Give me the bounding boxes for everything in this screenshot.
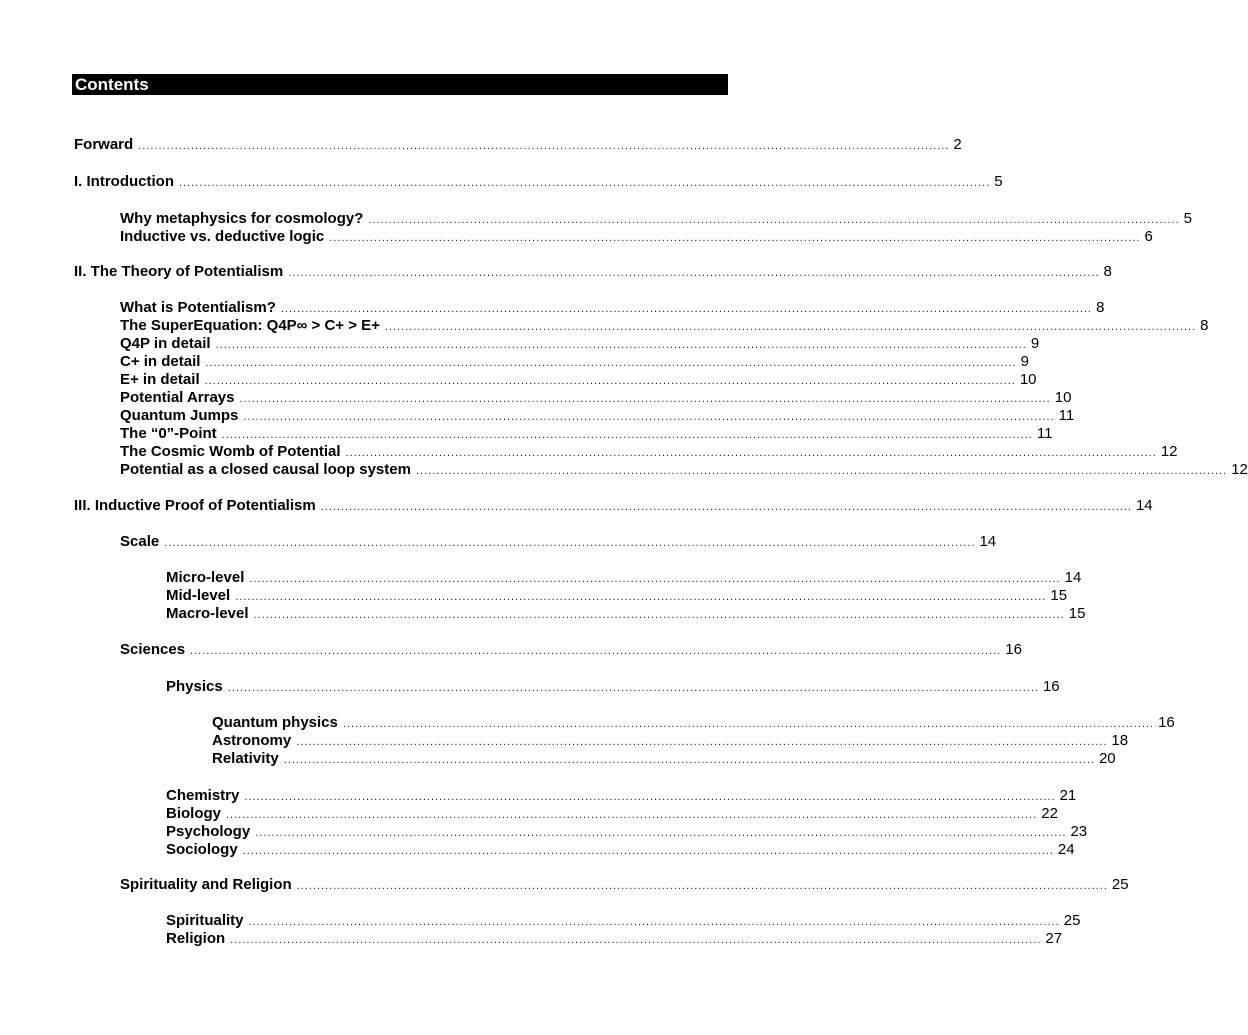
- toc-entry-label: Macro-level: [166, 605, 249, 622]
- toc-entry-label: Sociology: [166, 841, 238, 858]
- toc-entry-page-number: 23: [1070, 823, 1088, 840]
- dot-leader: ........................................................................................................................................................................................................: [296, 880, 1108, 892]
- toc-entry-page-number: 12: [1231, 461, 1248, 478]
- toc-entry-label: Forward: [74, 136, 134, 153]
- toc-entry: [166, 569, 1082, 587]
- dot-leader: ........................................................................................................................................................................................................: [368, 214, 1180, 226]
- dot-leader: ........................................................................................................................................................................................................: [190, 645, 1002, 657]
- toc-entry-page-number: 9: [1020, 353, 1030, 370]
- toc-entry-label: Potential as a closed causal loop system: [120, 461, 411, 478]
- toc-entry: [120, 299, 1105, 317]
- dot-leader: ........................................................................................................................................................................................................: [243, 411, 1055, 423]
- dot-leader: ........................................................................................................................................................................................................: [244, 791, 1056, 803]
- toc-entry: [120, 317, 1209, 335]
- toc-entry: [166, 678, 1060, 696]
- toc-entry: [74, 497, 1153, 515]
- toc-entry: [120, 443, 1178, 461]
- toc-entry-label: Micro-level: [166, 569, 245, 586]
- toc-entry-page-number: 8: [1200, 317, 1209, 334]
- dot-leader: ........................................................................................................................................................................................................: [280, 303, 1093, 315]
- toc-entry-label: C+ in detail: [120, 353, 201, 370]
- toc-entry-page-number: 16: [1158, 714, 1175, 731]
- toc-entry: [212, 732, 1129, 750]
- dot-leader: ........................................................................................................................................................................................................: [178, 177, 991, 189]
- toc-entry-label: Religion: [166, 930, 226, 947]
- dot-leader: ........................................................................................................................................................................................................: [283, 754, 1095, 766]
- toc-entry-page-number: 11: [1036, 425, 1053, 442]
- toc-entry: [74, 263, 1112, 281]
- dot-leader: ........................................................................................................................................................................................................: [204, 375, 1016, 387]
- toc-entry-page-number: 14: [1135, 497, 1153, 514]
- toc-entry-page-number: 18: [1111, 732, 1129, 749]
- dot-leader: ........................................................................................................................................................................................................: [249, 573, 1061, 585]
- toc-entry: [120, 407, 1075, 425]
- toc-entry-page-number: 14: [1064, 569, 1082, 586]
- toc-entry: [166, 912, 1081, 930]
- toc-entry-page-number: 20: [1098, 750, 1116, 767]
- toc-entry: [166, 605, 1086, 623]
- toc-entry-page-number: 21: [1059, 787, 1077, 804]
- toc-entry-label: The SuperEquation: Q4P∞ > C+ > E+: [120, 317, 380, 334]
- toc-entry-page-number: 5: [1183, 210, 1192, 227]
- toc-entry: [212, 714, 1175, 732]
- toc-entry-label: Astronomy: [212, 732, 292, 749]
- toc-entry-label: Inductive vs. deductive logic: [120, 228, 325, 245]
- toc-entry: [212, 750, 1116, 768]
- toc-entry-page-number: 8: [1103, 263, 1112, 280]
- dot-leader: ........................................................................................................................................................................................................: [342, 718, 1155, 730]
- toc-entry-label: Chemistry: [166, 787, 240, 804]
- contents-header-bar: [72, 74, 728, 95]
- toc-entry: [166, 841, 1075, 859]
- toc-entry-label: Potential Arrays: [120, 389, 235, 406]
- dot-leader: ........................................................................................................................................................................................................: [345, 447, 1157, 459]
- toc-entry-page-number: 2: [953, 136, 962, 153]
- toc-entry-label: Sciences: [120, 641, 186, 658]
- dot-leader: ........................................................................................................................................................................................................: [205, 357, 1017, 369]
- toc-entry-label: II. The Theory of Potentialism: [74, 263, 284, 280]
- toc-entry: [120, 210, 1192, 228]
- dot-leader: ........................................................................................................................................................................................................: [227, 682, 1039, 694]
- toc-entry-page-number: 22: [1041, 805, 1058, 822]
- toc-entry-label: Relativity: [212, 750, 279, 767]
- toc-entry-page-number: 16: [1005, 641, 1022, 658]
- toc-entry-label: What is Potentialism?: [120, 299, 276, 316]
- toc-entry-label: Quantum Jumps: [120, 407, 239, 424]
- toc-entry-page-number: 11: [1058, 407, 1075, 424]
- toc-entry: [120, 228, 1153, 246]
- toc-entry-label: The Cosmic Womb of Potential: [120, 443, 341, 460]
- toc-entry-page-number: 9: [1030, 335, 1040, 352]
- toc-entry-label: Scale: [120, 533, 160, 550]
- dot-leader: ........................................................................................................................................................................................................: [242, 845, 1054, 857]
- toc-entry: [120, 389, 1072, 407]
- toc-entry: [120, 641, 1022, 659]
- toc-entry-label: E+ in detail: [120, 371, 200, 388]
- dot-leader: ........................................................................................................................................................................................................: [288, 267, 1100, 279]
- dot-leader: ........................................................................................................................................................................................................: [138, 140, 950, 152]
- toc-entry-label: I. Introduction: [74, 173, 174, 190]
- toc-entry-page-number: 27: [1045, 930, 1063, 947]
- toc-entry-page-number: 5: [994, 173, 1003, 190]
- toc-entry: [74, 136, 962, 154]
- toc-entry-page-number: 25: [1111, 876, 1129, 893]
- toc-entry-page-number: 10: [1054, 389, 1072, 406]
- toc-entry: [120, 353, 1030, 371]
- toc-entry-label: Q4P in detail: [120, 335, 211, 352]
- toc-entry-label: Quantum physics: [212, 714, 338, 731]
- toc-entry: [120, 371, 1037, 389]
- toc-entry: [120, 335, 1040, 353]
- dot-leader: ........................................................................................................................................................................................................: [239, 393, 1051, 405]
- toc-entry-label: Spirituality and Religion: [120, 876, 292, 893]
- toc-entry-label: Biology: [166, 805, 221, 822]
- dot-leader: ........................................................................................................................................................................................................: [329, 232, 1141, 244]
- toc-entry: [120, 425, 1053, 443]
- toc-entry-page-number: 25: [1063, 912, 1081, 929]
- dot-leader: ........................................................................................................................................................................................................: [164, 537, 976, 549]
- dot-leader: ........................................................................................................................................................................................................: [255, 827, 1067, 839]
- toc-entry-label: III. Inductive Proof of Potentialism: [74, 497, 316, 514]
- toc-entry: [120, 461, 1248, 479]
- dot-leader: ........................................................................................................................................................................................................: [215, 339, 1027, 351]
- dot-leader: ........................................................................................................................................................................................................: [221, 429, 1033, 441]
- dot-leader: ........................................................................................................................................................................................................: [320, 501, 1132, 513]
- toc-entry: [120, 533, 997, 551]
- toc-entry: [166, 787, 1077, 805]
- dot-leader: ........................................................................................................................................................................................................: [415, 465, 1228, 477]
- dot-leader: ........................................................................................................................................................................................................: [226, 809, 1038, 821]
- toc-entry-page-number: 14: [979, 533, 997, 550]
- dot-leader: ........................................................................................................................................................................................................: [253, 609, 1065, 621]
- toc-entry-label: Physics: [166, 678, 223, 695]
- toc-entry: [166, 930, 1063, 948]
- toc-entry-label: Psychology: [166, 823, 251, 840]
- dot-leader: ........................................................................................................................................................................................................: [235, 591, 1047, 603]
- toc-entry-page-number: 16: [1042, 678, 1060, 695]
- toc-entry-page-number: 10: [1019, 371, 1037, 388]
- toc-entry: [166, 823, 1088, 841]
- toc-entry: [166, 587, 1068, 605]
- dot-leader: ........................................................................................................................................................................................................: [230, 934, 1042, 946]
- toc-entry-page-number: 6: [1144, 228, 1153, 245]
- toc-entry-page-number: 8: [1096, 299, 1105, 316]
- toc-entry: [166, 805, 1058, 823]
- toc-entry-label: The “0”-Point: [120, 425, 217, 442]
- dot-leader: ........................................................................................................................................................................................................: [384, 321, 1197, 333]
- dot-leader: ........................................................................................................................................................................................................: [296, 736, 1108, 748]
- toc-entry-page-number: 15: [1068, 605, 1086, 622]
- page-title: Contents: [75, 75, 149, 94]
- toc-entry-label: Why metaphysics for cosmology?: [120, 210, 364, 227]
- toc-entry: [74, 173, 1003, 191]
- toc-entry: [120, 876, 1129, 894]
- dot-leader: ........................................................................................................................................................................................................: [248, 916, 1060, 928]
- toc-entry-page-number: 24: [1057, 841, 1075, 858]
- toc-entry-page-number: 12: [1160, 443, 1178, 460]
- toc-entry-page-number: 15: [1050, 587, 1068, 604]
- toc-entry-label: Spirituality: [166, 912, 244, 929]
- toc-entry-label: Mid-level: [166, 587, 231, 604]
